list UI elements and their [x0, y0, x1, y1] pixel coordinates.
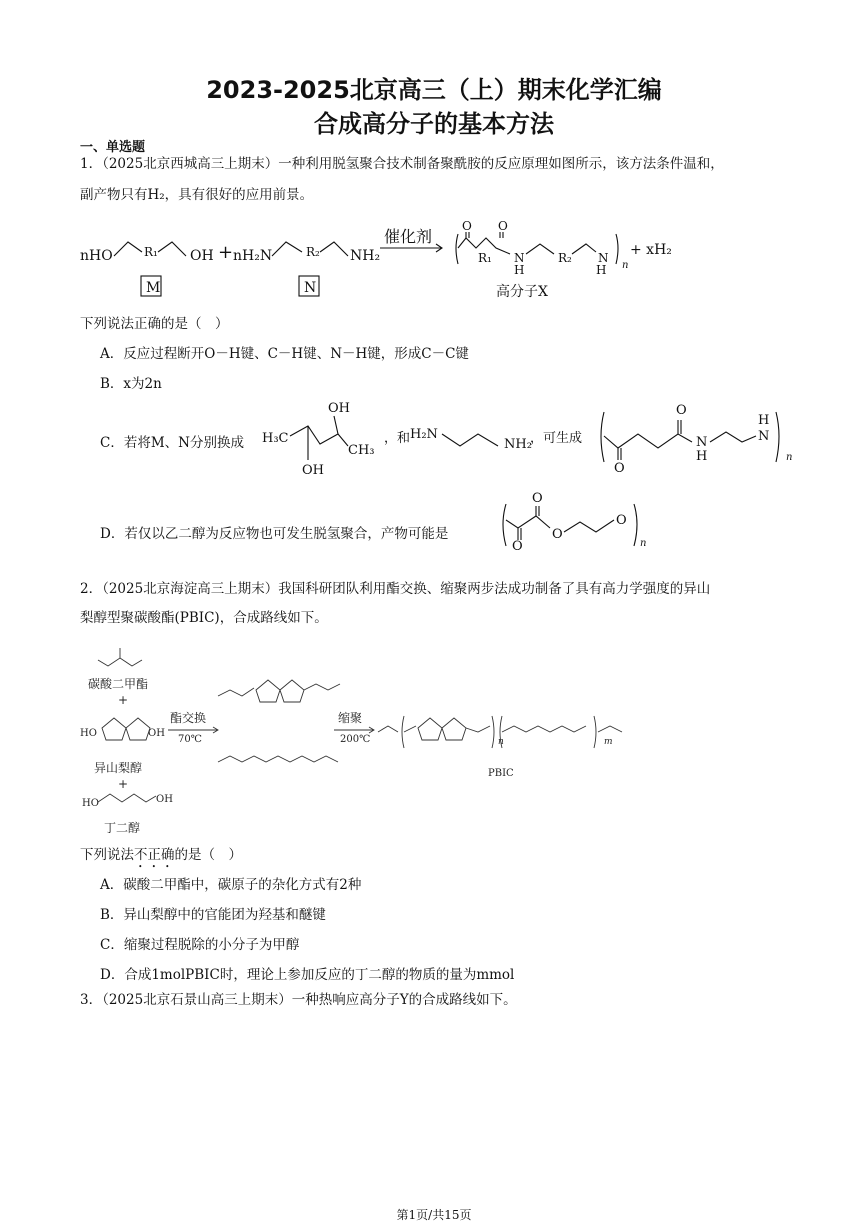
c-h2: H: [758, 413, 770, 428]
d-o-ester: O: [552, 527, 563, 542]
eq-O2: O: [498, 219, 508, 233]
eq-M-label: M: [146, 280, 161, 296]
c-oh-top: OH: [328, 401, 350, 416]
q1-reaction-equation: [78, 212, 798, 308]
doc-subtitle: 合成高分子的基本方法: [314, 110, 554, 138]
eq-plus: +: [218, 242, 234, 263]
c-oh-bottom: OH: [302, 463, 324, 478]
doc-title: 2023-2025北京高三（上）期末化学汇编: [206, 76, 662, 104]
scheme-m: m: [604, 737, 613, 747]
c-n-sub: n: [786, 452, 793, 463]
d-o-ether: O: [616, 513, 627, 528]
eq-N-label: N: [304, 280, 317, 296]
scheme-step1: 酯交换: [170, 711, 207, 725]
c-h2n: H₂N: [410, 427, 438, 442]
page-footer: 第1页/共15页: [396, 1208, 472, 1222]
eq-NH2: NH₂: [350, 248, 381, 264]
q1-option-d-structure: [496, 488, 656, 554]
q2-stem-line1: 2．（2025北京海淀高三上期末）我国科研团队利用酯交换、缩聚两步法成功制备了具有高力学强度的异山: [80, 581, 711, 597]
q2-option-a: A．碳酸二甲酯中，碳原子的杂化方式有2种: [100, 877, 362, 893]
scheme-temp2: 200℃: [340, 734, 371, 745]
q2-option-d: D．合成1molPBIC时，理论上参加反应的丁二醇的物质的量为mmol: [100, 967, 515, 983]
eq-O1: O: [462, 219, 472, 233]
c-h1: H: [696, 449, 708, 464]
eq-xH2: + xH₂: [630, 242, 672, 258]
eq-H2: H: [596, 263, 607, 277]
c-h3c: H₃C: [262, 431, 289, 446]
eq-nHO: nHO: [80, 248, 113, 264]
q2-prompt-emphasis: 不正确: [134, 847, 175, 863]
q2-stem-line2: 梨醇型聚碳酸酯(PBIC)，合成路线如下。: [80, 610, 328, 626]
q3-stem: 3．（2025北京石景山高三上期末）一种热响应高分子Y的合成路线如下。: [80, 992, 517, 1008]
c-n2: N: [758, 429, 770, 444]
eq-polymer-label: 高分子X: [496, 284, 548, 300]
eq-N2: N: [598, 251, 609, 265]
scheme-iso-ho: HO: [80, 728, 97, 739]
q2-prompt-post: 的是（ ）: [174, 847, 242, 863]
q1-stem-line2: 副产物只有H₂，具有很好的应用前景。: [80, 187, 314, 203]
eq-R2-product: R₂: [558, 251, 572, 265]
d-n-sub: n: [640, 538, 647, 549]
scheme-plus-2: +: [118, 777, 129, 791]
q1-stem-line1: 1．（2025北京西城高三上期末）一种利用脱氢聚合技术制备聚酰胺的反应原理如图所示，该方法条件温和，: [80, 156, 724, 172]
section-heading: 一、单选题: [80, 140, 146, 155]
c-post-text: ，可生成: [530, 431, 583, 446]
eq-N1: N: [514, 251, 525, 265]
d-o-top: O: [532, 491, 543, 506]
q1-prompt: 下列说法正确的是（ ）: [80, 316, 229, 332]
q1-option-b: B．x为2n: [100, 376, 162, 392]
q2-prompt-pre: 下列说法: [80, 847, 134, 863]
q1-option-d-text: D．若仅以乙二醇为反应物也可发生脱氢聚合，产物可能是: [100, 526, 449, 542]
q2-prompt: [80, 843, 242, 871]
scheme-dmc-label: 碳酸二甲酯: [88, 677, 149, 691]
scheme-temp1: 70℃: [178, 734, 202, 745]
scheme-butanediol-label: 丁二醇: [104, 821, 141, 835]
q2-synthesis-scheme: [78, 636, 638, 836]
eq-nH2N: nH₂N: [233, 248, 273, 264]
scheme-iso-oh: OH: [148, 728, 165, 739]
c-n1: N: [696, 435, 708, 450]
scheme-n: n: [498, 737, 504, 747]
q1-option-a: A．反应过程断开O－H键、C－H键、N－H键，形成C－C键: [100, 346, 469, 362]
eq-R1: R₁: [144, 245, 158, 259]
c-nh2: NH₂: [504, 437, 532, 452]
eq-n: n: [622, 260, 629, 271]
c-mid-text: ，和: [384, 431, 411, 446]
eq-catalyst: 催化剂: [384, 227, 433, 246]
scheme-plus-1: +: [118, 693, 129, 707]
q2-option-b: B．异山梨醇中的官能团为羟基和醚键: [100, 907, 326, 923]
c-o-upper: O: [676, 403, 687, 418]
scheme-bd-oh: OH: [156, 794, 173, 805]
eq-OH: OH: [190, 248, 214, 264]
c-ch3: CH₃: [348, 443, 375, 458]
eq-H1: H: [514, 263, 525, 277]
eq-R2: R₂: [306, 245, 320, 259]
q1-option-c-text: C．若将M、N分别换成: [100, 435, 244, 451]
eq-R1-product: R₁: [478, 251, 492, 265]
d-o-bottom: O: [512, 539, 523, 554]
scheme-step2: 缩聚: [338, 711, 363, 725]
q2-option-c: C．缩聚过程脱除的小分子为甲醇: [100, 937, 300, 953]
c-o-lower: O: [614, 461, 625, 476]
scheme-bd-ho: HO: [82, 798, 99, 809]
scheme-pbic-label: PBIC: [488, 768, 514, 779]
scheme-isosorbide-label: 异山梨醇: [94, 761, 143, 775]
q1-option-c-structures: [260, 396, 800, 482]
